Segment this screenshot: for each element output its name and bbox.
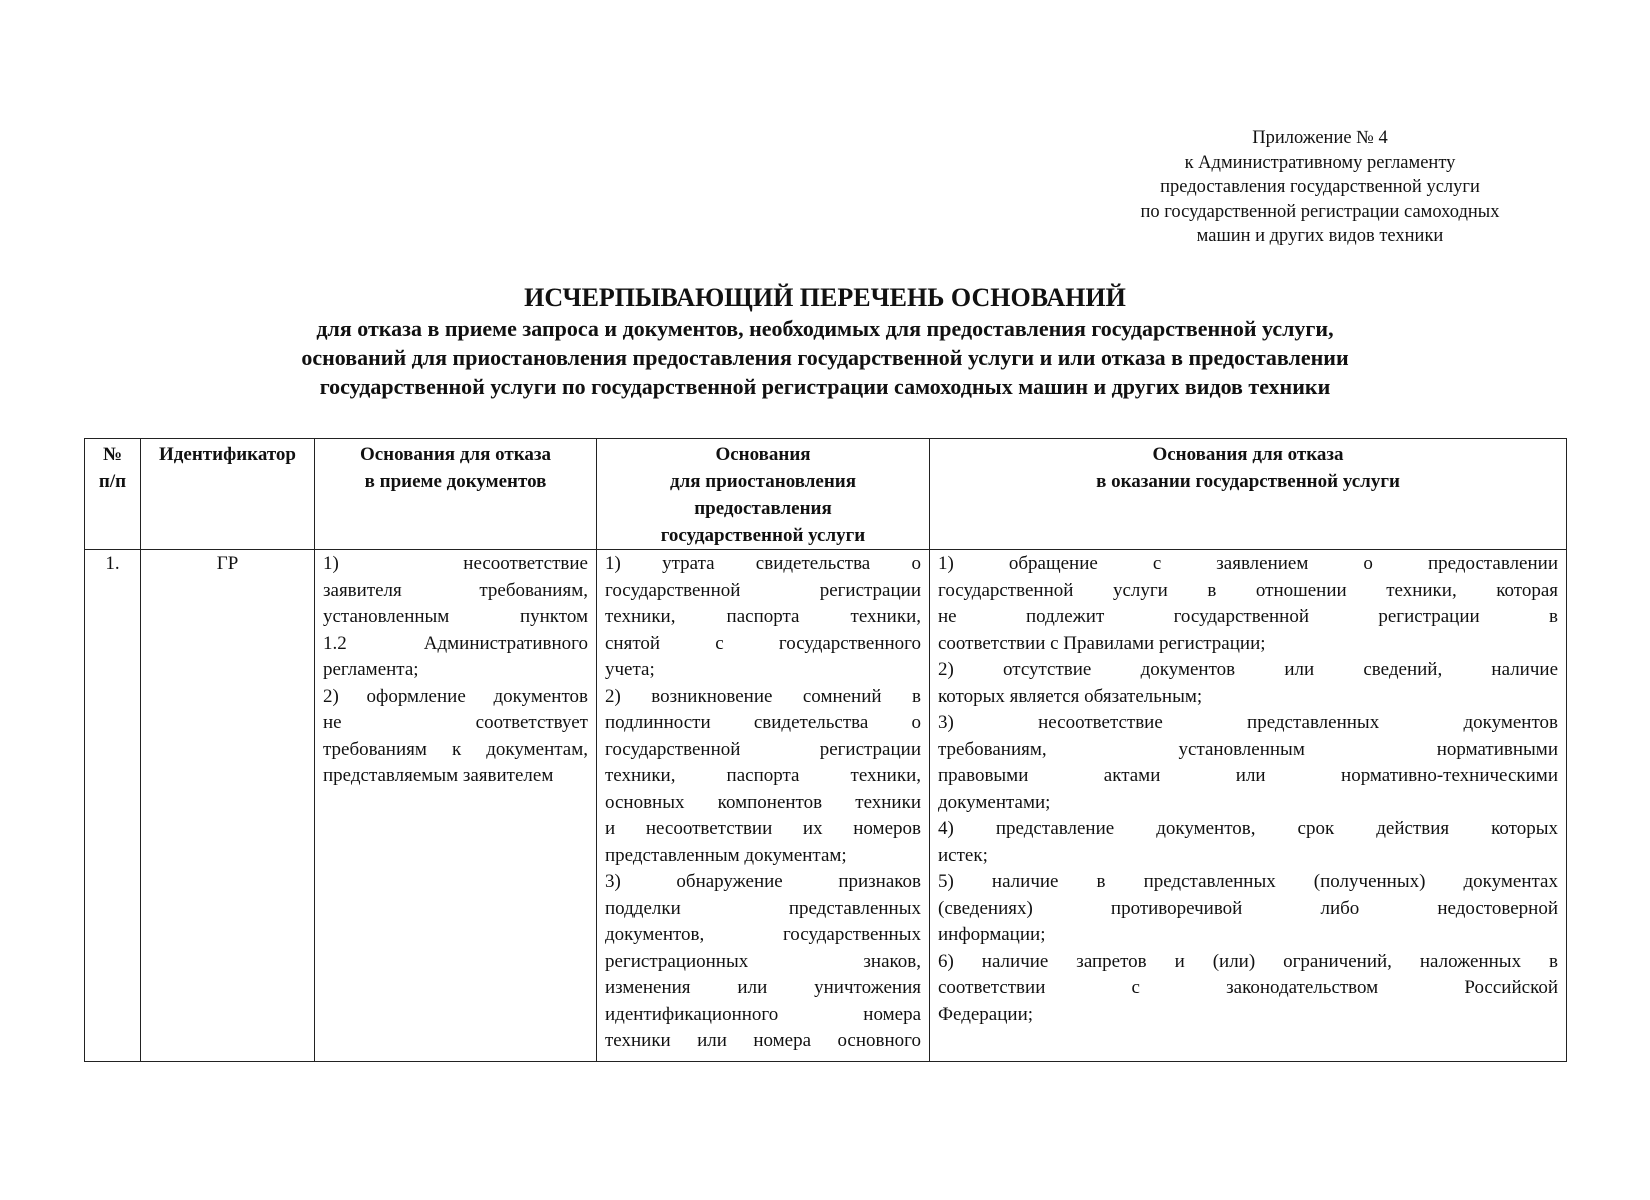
refusal-ground-line: соответствии с законодательством Российской bbox=[938, 977, 1558, 998]
header-line: в оказании государственной услуги bbox=[1096, 471, 1400, 492]
suspension-ground-line: изменения или уничтожения bbox=[605, 977, 921, 998]
refusal-ground-line: 1) обращение с заявлением о предоставлении bbox=[938, 553, 1558, 574]
suspension-ground-line: государственной регистрации bbox=[605, 579, 921, 601]
refusal-ground-line: 5) наличие в представленных (полученных) документах bbox=[938, 871, 1558, 892]
suspension-ground-line: подлинности свидетельства о bbox=[605, 712, 921, 733]
header-line: государственной услуги bbox=[660, 525, 866, 546]
title-subtitle-line: оснований для приостановления предоставления государственной услуги и или отказа в предоставлении bbox=[301, 345, 1349, 370]
refusal-ground-line: 6) наличие запретов и (или) ограничений, наложенных в bbox=[938, 950, 1558, 972]
reception-ground-line: 1.2 Административного bbox=[323, 632, 588, 654]
suspension-ground-line: идентификационного номера bbox=[605, 1003, 921, 1025]
refusal-ground-line: 3) несоответствие представленных документов bbox=[938, 712, 1558, 733]
suspension-grounds-cell bbox=[597, 550, 930, 1062]
refusal-grounds-cell bbox=[930, 550, 1567, 1062]
title-subtitle-line: государственной услуги по государственной регистрации самоходных машин и других видов техники bbox=[319, 374, 1331, 399]
refusal-ground-line: правовыми актами или нормативно-техническими bbox=[938, 765, 1558, 786]
reception-ground-line: заявителя требованиям, bbox=[323, 579, 588, 601]
suspension-ground-line: документов, государственных bbox=[605, 924, 921, 945]
suspension-ground-line: техники, паспорта техники, bbox=[605, 765, 921, 786]
header-service-refusal bbox=[930, 439, 1567, 550]
header-line: предоставления bbox=[694, 498, 832, 519]
suspension-ground-line: государственной регистрации bbox=[605, 738, 921, 760]
header-suspension bbox=[597, 439, 930, 550]
header-line: п/п bbox=[98, 471, 127, 492]
suspension-ground-line: учета; bbox=[605, 659, 655, 680]
appendix-line: по государственной регистрации самоходных bbox=[1140, 201, 1500, 222]
refusal-ground-line: информации; bbox=[938, 924, 1046, 945]
refusal-ground-line: государственной услуги в отношении техники, которая bbox=[938, 579, 1558, 601]
reception-grounds-cell bbox=[315, 550, 597, 1062]
reception-ground-line: требованиям к документам, bbox=[323, 738, 588, 760]
table-row bbox=[85, 550, 1567, 1062]
row-number: 1. bbox=[85, 550, 141, 1062]
header-identifier bbox=[141, 439, 315, 550]
suspension-ground-line: и несоответствии их номеров bbox=[605, 818, 921, 839]
title-subtitle-line: для отказа в приеме запроса и документов, необходимых для предоставления государственной услуги, bbox=[316, 316, 1334, 341]
title-subtitle bbox=[60, 314, 1590, 401]
suspension-ground-line: 2) возникновение сомнений в bbox=[605, 685, 921, 707]
suspension-ground-line: регистрационных знаков, bbox=[605, 950, 921, 972]
suspension-ground-line: представленным документам; bbox=[605, 844, 847, 866]
header-num bbox=[85, 439, 141, 550]
suspension-ground-line: 3) обнаружение признаков bbox=[605, 871, 921, 892]
row-identifier: ГР bbox=[141, 550, 315, 1062]
refusal-ground-line: соответствии с Правилами регистрации; bbox=[938, 632, 1266, 654]
suspension-ground-line: техники или номера основного bbox=[605, 1030, 921, 1051]
header-line: Идентификатор bbox=[159, 444, 296, 465]
suspension-ground-line: техники, паспорта техники, bbox=[605, 606, 921, 627]
appendix-line: к Административному регламенту bbox=[1184, 152, 1456, 173]
reception-ground-line: 2) оформление документов bbox=[323, 685, 588, 707]
header-line: для приостановления bbox=[669, 471, 856, 492]
header-line: Основания bbox=[715, 444, 811, 465]
header-line: № bbox=[102, 444, 123, 465]
title-main: ИСЧЕРПЫВАЮЩИЙ ПЕРЕЧЕНЬ ОСНОВАНИЙ bbox=[524, 283, 1126, 312]
appendix-line: предоставления государственной услуги bbox=[1160, 177, 1480, 197]
refusal-ground-line: не подлежит государственной регистрации в bbox=[938, 606, 1558, 627]
table-header-row bbox=[85, 439, 1567, 550]
refusal-ground-line: которых является обязательным; bbox=[938, 685, 1203, 707]
refusal-ground-line: (сведениях) противоречивой либо недостоверной bbox=[938, 897, 1558, 919]
reception-ground-line: установленным пунктом bbox=[323, 606, 588, 627]
appendix-line: машин и других видов техники bbox=[1196, 226, 1444, 246]
header-line: в приеме документов bbox=[364, 471, 547, 492]
grounds-table bbox=[84, 438, 1567, 1062]
refusal-ground-line: Федерации; bbox=[938, 1003, 1034, 1025]
refusal-ground-line: 2) отсутствие документов или сведений, наличие bbox=[938, 659, 1558, 680]
header-line: Основания для отказа bbox=[1152, 444, 1344, 465]
suspension-ground-line: снятой с государственного bbox=[605, 632, 921, 654]
refusal-ground-line: истек; bbox=[938, 844, 988, 866]
appendix-note bbox=[1080, 126, 1560, 249]
suspension-ground-line: подделки представленных bbox=[605, 897, 921, 919]
header-reception-refusal bbox=[315, 439, 597, 550]
reception-ground-line: представляемым заявителем bbox=[323, 765, 554, 786]
header-line: Основания для отказа bbox=[359, 444, 552, 465]
refusal-ground-line: 4) представление документов, срок действия которых bbox=[938, 818, 1558, 839]
document-title bbox=[60, 282, 1590, 401]
refusal-ground-line: требованиям, установленным нормативными bbox=[938, 738, 1558, 760]
reception-ground-line: не соответствует bbox=[323, 712, 588, 733]
reception-ground-line: регламента; bbox=[323, 659, 419, 680]
suspension-ground-line: основных компонентов техники bbox=[605, 791, 921, 813]
reception-ground-line: 1) несоответствие bbox=[323, 553, 588, 574]
refusal-ground-line: документами; bbox=[938, 791, 1051, 813]
appendix-line: Приложение № 4 bbox=[1252, 128, 1388, 148]
suspension-ground-line: 1) утрата свидетельства о bbox=[605, 553, 921, 574]
